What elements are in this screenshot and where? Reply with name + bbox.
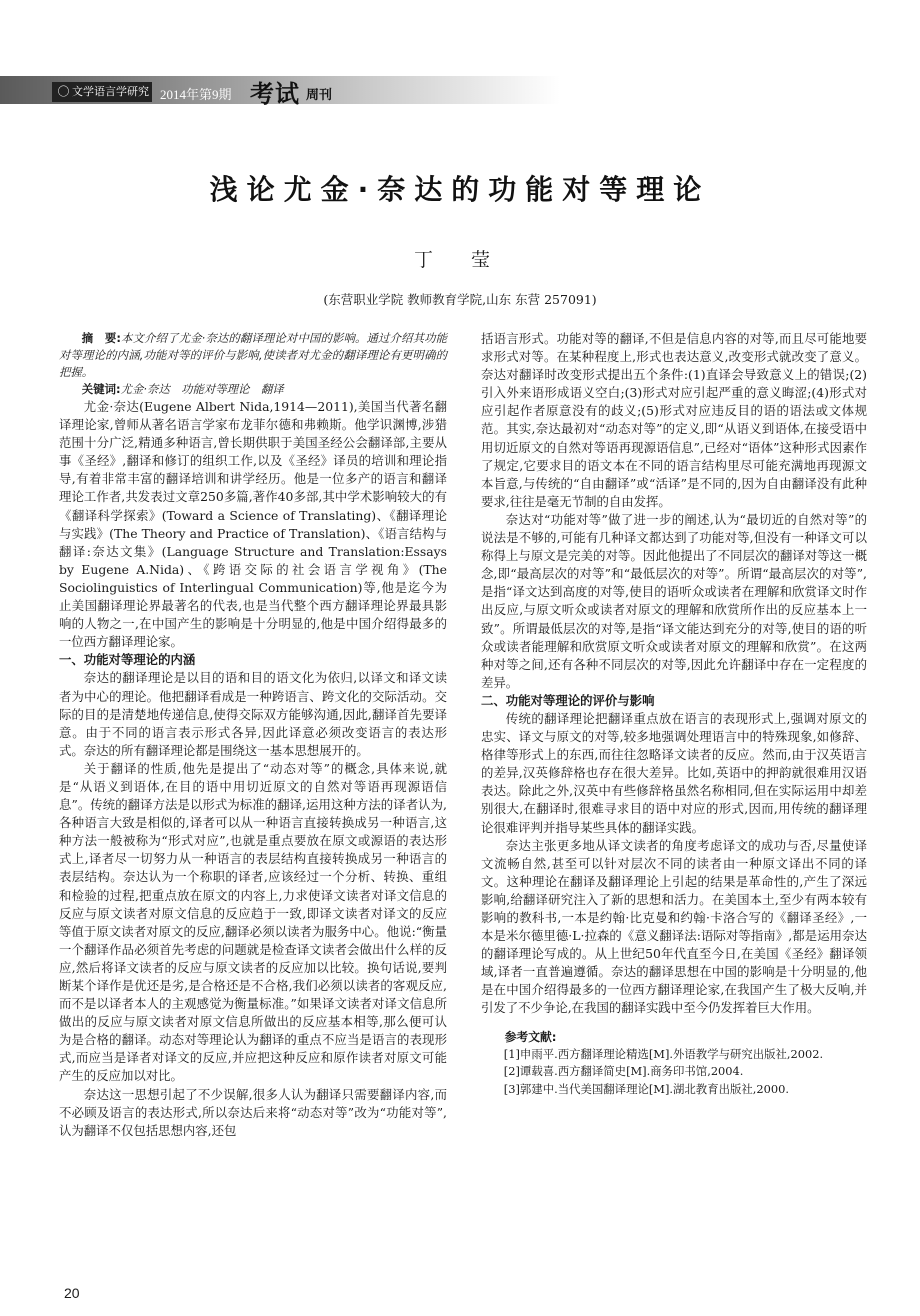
magazine-name: 考试 — [250, 80, 300, 108]
abstract-text: 本文介绍了尤金·奈达的翻译理论对中国的影响。通过介绍其功能对等理论的内涵,功能对等的评价与影响,使读者对尤金的翻译理论有更明确的把握。 — [59, 331, 447, 379]
keywords — [59, 381, 447, 398]
section-heading: 一、功能对等理论的内涵 — [59, 652, 196, 668]
references-list — [481, 1046, 867, 1099]
article-title: 浅论尤金·奈达的功能对等理论 — [209, 173, 711, 206]
section-heading: 二、功能对等理论的评价与影响 — [481, 692, 655, 708]
body-paragraph: 奈达的翻译理论是以目的语和目的语文化为依归,以译文和译文读者为中心的理论。他把翻译看成是一种跨语言、跨文化的交际活动。交际的目的是清楚地传递信息,使得交际双方能够沟通,因此,翻译首先要译意。由于不同的语言表示形式各异,因此译意必须改变语言的表达形式。奈达的所有翻译理论都是围绕这一基本思想展开的。 — [59, 670, 447, 758]
references-heading: 参考文献: — [504, 1029, 557, 1044]
reference-item: [2]谭载喜.西方翻译简史[M].商务印书馆,2004. — [503, 1064, 744, 1079]
body-paragraph: 括语言形式。功能对等的翻译,不但是信息内容的对等,而且尽可能地要求形式对等。在某种程度上,形式也表达意义,改变形式就改变了意义。奈达对翻译时改变形式提出五个条件:(1)直译会导致意义上的错误;(2)引入外来语形成语义空白;(3)形式对应引起严重的意义晦涩;(4)形式对应引起作者原意没有的歧义;(5)形式对应违反目的语的语法或文体规范。其实,奈达最初对“动态对等”的定义,即“从语义到语体,在接受语中用切近原文的自然对等语再现源语信息”,已经对“语体”这种形式因素作了规定,它要求目的语文本在不同的语言结构里尽可能充满地再现源文本旨意,与传统的“自由翻译”或“活译”是不同的,因为自由翻译没有此种要求,往往是毫无节制的自由发挥。 — [481, 331, 867, 509]
magazine-weekly: 周刊 — [306, 88, 333, 103]
issue-label: 2014年第9期 — [160, 87, 232, 102]
page-number: 20 — [64, 1285, 80, 1301]
keywords-label: 关键词: — [81, 382, 121, 396]
body-paragraph: 奈达主张更多地从译文读者的角度考虑译文的成功与否,尽量使译文流畅自然,甚至可以针对层次不同的读者由一种原文译出不同的译文。这种理论在翻译及翻译理论上引起的结果是革命性的,产生了深远影响,给翻译研究注入了新的思想和活力。在美国本土,至少有两本较有影响的教科书,一本是约翰·比克曼和约翰·卡洛合写的《翻译圣经》,一本是米尔德里德·L·拉森的《意义翻译法:语际对等指南》,都是运用奈达的翻译理论写成的。从上世纪50年代直至今日,在美国《圣经》翻译领域,译者一直普遍遵循。奈达的翻译思想在中国的影响是十分明显的,他是在中国介绍得最多的一位西方翻译理论家,在我国产生了极大反响,并引发了不少争论,在我国的翻译实践中至今仍发挥着巨大作用。 — [481, 837, 867, 1016]
body-paragraph: 尤金·奈达(Eugene Albert Nida,1914—2011),美国当代著名翻译理论家,曾师从著名语言学家布龙菲尔德和弗赖斯。他学识渊博,涉猎范围十分广泛,精通多种语言,曾长期供职于美国圣经公会翻译部,主要从事《圣经》,翻译和修订的组织工作,以及《圣经》译员的培训和理论指导,有着非常丰富的翻译培训和讲学经历。他是一位多产的语言和翻译理论工作者,共发表过文章250多篇,著作40多部,其中学术影响较大的有《翻译科学探索》(Toward a Science of Translating)、《翻译理论与实践》(The Theory and Practice of Translation)、《语言结构与翻译:奈达文集》(Language Structure and Translation:Essays by Eugene A.Nida)、《跨语交际的社会语言学视角》(The Sociolinguistics of Interlingual Communication)等,他是迄今为止美国翻译理论界最著名的代表,也是当代整个西方翻译理论界最具影响的人物之一,在中国产生的影响是十分明显的,他是中国介绍得最多的一位西方翻译理论家。 — [59, 399, 447, 650]
article-author: 丁 莹 — [413, 249, 507, 271]
right-column — [481, 330, 867, 1099]
body-paragraph: 关于翻译的性质,他先是提出了“动态对等”的概念,具体来说,就是“从语义到语体,在目的语中用切近原文的自然对等语再现源语信息”。传统的翻译方法是以形式为标准的翻译,运用这种方法的译者认为,各种语言大致是相似的,译者可以从一种语言直接转换成另一种语言,这种方法一般被称为“形式对应”,也就是重点要放在原文或源语的表达形式上,译者尽一切努力从一种语言的表层结构直接转换成另一种语言的表层结构。奈达认为一个称职的译者,应该经过一个分析、转换、重组和检验的过程,把重点放在原文的内容上,力求使译文读者对译文信息的反应与原文读者对原文信息的反应趋于一致,即译文读者对译文的反应等值于原文读者对原文的反应,翻译必须以读者为服务中心。他说:“衡量一个翻译作品必须首先考虑的问题就是检查译文读者会做出什么样的反应,然后将译文读者的反应与原文读者的反应加以比较。换句话说,要判断某个译作是优还是劣,是合格还是不合格,我们必须以读者的客观反应,而不是以译者本人的主观感觉为衡量标准。”如果译文读者对译文信息所做出的反应与原文读者对原文信息所做出的反应基本相等,那么便可认为是合格的翻译。动态对等理论认为翻译的重点不应当是语言的表现形式,而应当是译者对译文的反应,并应把这种反应和原作读者对原文可能产生的反应加以对比。 — [59, 760, 447, 1084]
body-paragraph: 传统的翻译理论把翻译重点放在语言的表现形式上,强调对原文的忠实、译文与原文的对等,较多地强调处理语言中的特殊现象,如修辞、格律等形式上的东西,而往往忽略译文读者的反应。然而,由于汉英语言的差异,汉英修辞格也存在很大差异。比如,英语中的押韵就很难用汉语表达。除此之外,汉英中有些修辞格虽然名称相同,但在实际运用中却差别很大,在翻译时,很难寻求目的语中对应的形式,因而,用传统的翻译理论很难评判并指导某些具体的翻译实践。 — [481, 710, 867, 835]
abstract — [59, 330, 447, 381]
body-paragraph: 奈达对“功能对等”做了进一步的阐述,认为“最切近的自然对等”的说法是不够的,可能有几种译文都达到了功能对等,但没有一种译文可以称得上与原文是完美的对等。因此他提出了不同层次的翻译对等这一概念,即“最高层次的对等”和“最低层次的对等”。所谓“最高层次的对等”,是指“译文达到高度的对等,使目的语听众或读者在理解和欣赏译文时作出反应,与原文听众或读者对原文的理解和欣赏所作出的反应基本上一致”。所谓最低层次的对等,是指“译文能达到充分的对等,使目的语的听众或读者能理解和欣赏原文听众或读者对原文的理解和欣赏”。在这两种对等之间,还有各种不同层次的对等,因此允许翻译中存在一定程度的差异。 — [481, 511, 867, 690]
reference-item: [1]申雨平.西方翻译理论精选[M].外语教学与研究出版社,2002. — [503, 1046, 824, 1061]
keywords-text: 尤金·奈达 功能对等理论 翻译 — [120, 382, 284, 396]
left-column — [59, 330, 447, 1140]
body-paragraph: 奈达这一思想引起了不少误解,很多人认为翻译只需要翻译内容,而不必顾及语言的表达形式,所以奈达后来将“动态对等”改为“功能对等”,认为翻译不仅包括思想内容,还包 — [59, 1086, 447, 1138]
reference-item: [3]郭建中.当代美国翻译理论[M].湖北教育出版社,2000. — [503, 1082, 789, 1097]
author-affiliation: (东营职业学院 教师教育学院,山东 东营 257091) — [323, 292, 597, 307]
running-header — [0, 60, 920, 116]
section-badge: ◯ 文学语言学研究 — [52, 82, 152, 102]
abstract-label: 摘 要: — [81, 331, 121, 345]
